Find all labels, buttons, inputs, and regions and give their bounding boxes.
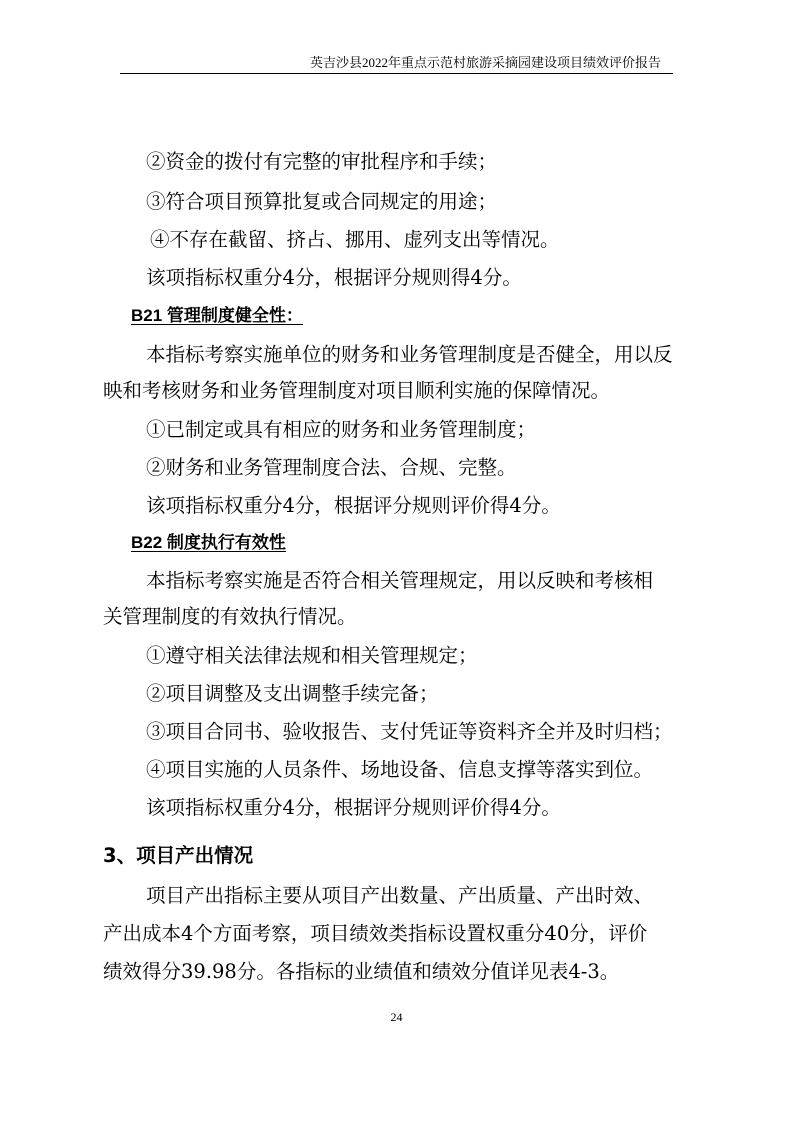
paragraph-line: 该项指标权重分4分，根据评分规则得4分。 — [146, 266, 522, 289]
paragraph-line: ①已制定或具有相应的财务和业务管理制度； — [146, 418, 537, 441]
section-heading-3: 3、项目产出情况 — [103, 844, 254, 867]
header-divider — [120, 73, 673, 74]
paragraph-line: 映和考核财务和业务管理制度对项目顺利实施的保障情况。 — [103, 379, 611, 402]
paragraph-line: ④不存在截留、挤占、挪用、虚列支出等情况。 — [150, 228, 560, 251]
paragraph-line: 绩效得分39.98分。各指标的业绩值和绩效分值详见表4-3。 — [103, 960, 620, 983]
subsection-heading-b22: B22 制度执行有效性 — [131, 533, 286, 552]
paragraph-line: ③符合项目预算批复或合同规定的用途； — [146, 190, 498, 213]
paragraph-line: 本指标考察实施单位的财务和业务管理制度是否健全，用以反 — [146, 343, 673, 366]
paragraph-line: ③项目合同书、验收报告、支付凭证等资料齐全并及时归档； — [146, 720, 673, 743]
paragraph-line: ②资金的拨付有完整的审批程序和手续； — [146, 150, 498, 173]
paragraph-line: 该项指标权重分4分，根据评分规则评价得4分。 — [146, 796, 561, 819]
paragraph-line: 本指标考察实施是否符合相关管理规定，用以反映和考核相 — [146, 569, 654, 592]
paragraph-line: 关管理制度的有效执行情况。 — [103, 605, 357, 628]
paragraph-line: 该项指标权重分4分，根据评分规则评价得4分。 — [146, 494, 561, 517]
paragraph-line: ②财务和业务管理制度合法、合规、完整。 — [146, 456, 517, 479]
paragraph-line: 产出成本4个方面考察，项目绩效类指标设置权重分40分，评价 — [103, 922, 648, 945]
page-number: 24 — [390, 1010, 403, 1024]
paragraph-line: ②项目调整及支出调整手续完备； — [146, 682, 439, 705]
page-header-title: 英吉沙县2022年重点示范村旅游采摘园建设项目绩效评价报告 — [309, 55, 661, 70]
paragraph-line: ④项目实施的人员条件、场地设备、信息支撑等落实到位。 — [146, 758, 654, 781]
paragraph-line: 项目产出指标主要从项目产出数量、产出质量、产出时效、 — [146, 884, 654, 907]
paragraph-line: ①遵守相关法律法规和相关管理规定； — [146, 644, 478, 667]
subsection-heading-b21: B21 管理制度健全性： — [131, 306, 303, 325]
